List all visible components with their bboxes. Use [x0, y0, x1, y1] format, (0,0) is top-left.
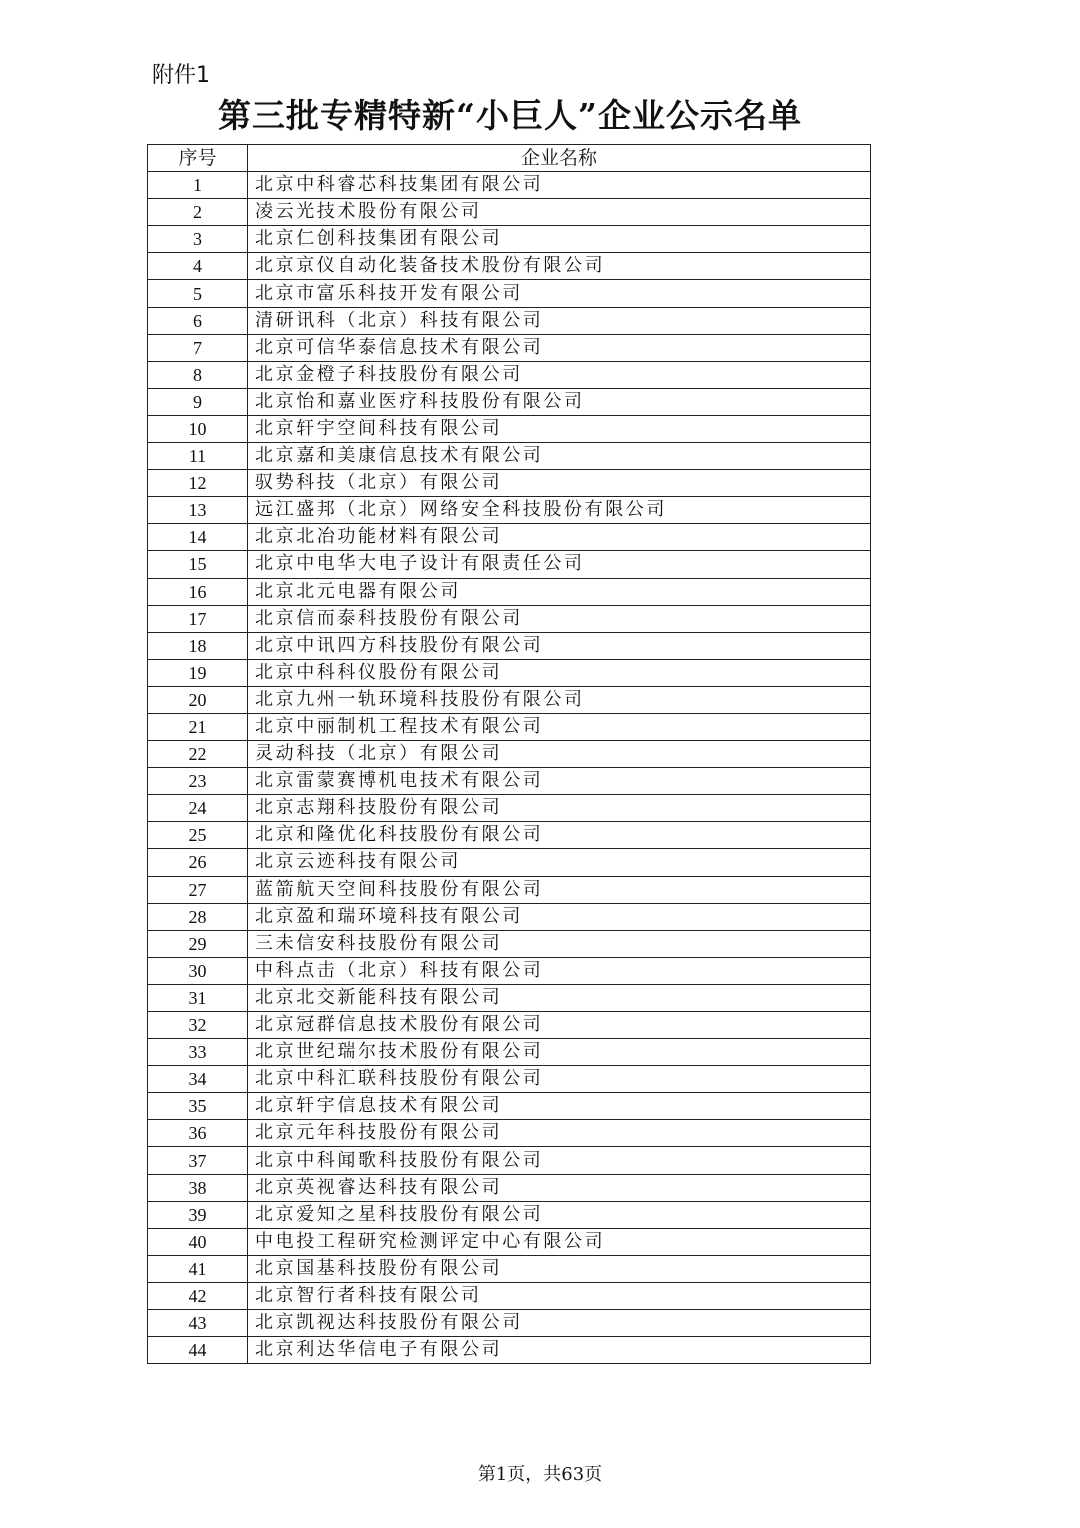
- serial-number-cell: 34: [148, 1066, 248, 1093]
- company-name-cell: 北京仁创科技集团有限公司: [248, 226, 871, 253]
- page-footer: 第1页，共63页: [477, 1464, 603, 1485]
- serial-number-cell: 41: [148, 1255, 248, 1282]
- table-row: [148, 1120, 871, 1147]
- serial-number-cell: 28: [148, 903, 248, 930]
- company-name-cell: 北京中讯四方科技股份有限公司: [248, 632, 871, 659]
- serial-number-cell: 17: [148, 605, 248, 632]
- company-name-cell: 驭势科技（北京）有限公司: [248, 470, 871, 497]
- company-name-cell: 北京冠群信息技术股份有限公司: [248, 1012, 871, 1039]
- serial-number-cell: 7: [148, 334, 248, 361]
- company-name-cell: 北京中丽制机工程技术有限公司: [248, 713, 871, 740]
- company-name-cell: 北京信而泰科技股份有限公司: [248, 605, 871, 632]
- serial-number-cell: 31: [148, 984, 248, 1011]
- company-name-cell: 灵动科技（北京）有限公司: [248, 741, 871, 768]
- serial-number-cell: 25: [148, 822, 248, 849]
- company-name-cell: 北京雷蒙赛博机电技术有限公司: [248, 768, 871, 795]
- serial-number-cell: 13: [148, 497, 248, 524]
- serial-number-cell: 35: [148, 1093, 248, 1120]
- table-row: [148, 795, 871, 822]
- serial-number-cell: 22: [148, 741, 248, 768]
- table-row: [148, 1012, 871, 1039]
- company-name-cell: 北京金橙子科技股份有限公司: [248, 361, 871, 388]
- table-row: [148, 388, 871, 415]
- company-name-cell: 北京轩宇信息技术有限公司: [248, 1093, 871, 1120]
- serial-number-cell: 43: [148, 1310, 248, 1337]
- table-row: [148, 903, 871, 930]
- company-name-cell: 北京云迹科技有限公司: [248, 849, 871, 876]
- serial-number-cell: 33: [148, 1039, 248, 1066]
- company-name-cell: 清研讯科（北京）科技有限公司: [248, 307, 871, 334]
- serial-number-cell: 37: [148, 1147, 248, 1174]
- company-name-cell: 中科点击（北京）科技有限公司: [248, 957, 871, 984]
- table-row: [148, 768, 871, 795]
- company-name-cell: 北京中科闻歌科技股份有限公司: [248, 1147, 871, 1174]
- serial-number-cell: 6: [148, 307, 248, 334]
- company-name-cell: 北京北元电器有限公司: [248, 578, 871, 605]
- company-name-cell: 北京九州一轨环境科技股份有限公司: [248, 686, 871, 713]
- company-name-cell: 北京市富乐科技开发有限公司: [248, 280, 871, 307]
- serial-number-cell: 36: [148, 1120, 248, 1147]
- table-row: [148, 822, 871, 849]
- company-name-cell: 北京中科睿芯科技集团有限公司: [248, 172, 871, 199]
- company-name-cell: 北京凯视达科技股份有限公司: [248, 1310, 871, 1337]
- serial-number-cell: 20: [148, 686, 248, 713]
- company-name-cell: 北京盈和瑞环境科技有限公司: [248, 903, 871, 930]
- table-row: [148, 849, 871, 876]
- table-row: [148, 199, 871, 226]
- serial-number-cell: 10: [148, 415, 248, 442]
- table-row: [148, 930, 871, 957]
- table-row: [148, 361, 871, 388]
- company-name-cell: 北京可信华泰信息技术有限公司: [248, 334, 871, 361]
- document-title: 第三批专精特新“小巨人”企业公示名单: [218, 96, 802, 135]
- table-row: [148, 226, 871, 253]
- table-row: [148, 686, 871, 713]
- company-name-cell: 远江盛邦（北京）网络安全科技股份有限公司: [248, 497, 871, 524]
- table-row: [148, 1201, 871, 1228]
- table-row: [148, 1337, 871, 1364]
- header-company-name: 企业名称: [248, 145, 871, 172]
- table-row: [148, 280, 871, 307]
- serial-number-cell: 23: [148, 768, 248, 795]
- company-name-cell: 中电投工程研究检测评定中心有限公司: [248, 1228, 871, 1255]
- table-row: [148, 415, 871, 442]
- serial-number-cell: 9: [148, 388, 248, 415]
- serial-number-cell: 38: [148, 1174, 248, 1201]
- serial-number-cell: 18: [148, 632, 248, 659]
- table-row: [148, 443, 871, 470]
- table-row: [148, 1228, 871, 1255]
- table-row: [148, 1147, 871, 1174]
- company-name-cell: 北京中科科仪股份有限公司: [248, 659, 871, 686]
- serial-number-cell: 21: [148, 713, 248, 740]
- serial-number-cell: 27: [148, 876, 248, 903]
- table-row: [148, 253, 871, 280]
- table-row: [148, 605, 871, 632]
- table-row: [148, 659, 871, 686]
- serial-number-cell: 8: [148, 361, 248, 388]
- serial-number-cell: 11: [148, 443, 248, 470]
- company-name-cell: 三未信安科技股份有限公司: [248, 930, 871, 957]
- company-name-cell: 凌云光技术股份有限公司: [248, 199, 871, 226]
- table-row: [148, 307, 871, 334]
- serial-number-cell: 19: [148, 659, 248, 686]
- company-name-cell: 北京北冶功能材料有限公司: [248, 524, 871, 551]
- serial-number-cell: 2: [148, 199, 248, 226]
- table-row: [148, 1255, 871, 1282]
- company-name-cell: 蓝箭航天空间科技股份有限公司: [248, 876, 871, 903]
- company-name-cell: 北京志翔科技股份有限公司: [248, 795, 871, 822]
- table-row: [148, 1310, 871, 1337]
- company-name-cell: 北京元年科技股份有限公司: [248, 1120, 871, 1147]
- serial-number-cell: 4: [148, 253, 248, 280]
- table-row: [148, 334, 871, 361]
- serial-number-cell: 3: [148, 226, 248, 253]
- table-row: [148, 470, 871, 497]
- company-name-cell: 北京世纪瑞尔技术股份有限公司: [248, 1039, 871, 1066]
- serial-number-cell: 24: [148, 795, 248, 822]
- table-header-row: [148, 145, 871, 172]
- attachment-label: 附件1: [152, 63, 210, 88]
- table-row: [148, 1039, 871, 1066]
- header-serial-number: 序号: [148, 145, 248, 172]
- table-row: [148, 497, 871, 524]
- table-row: [148, 957, 871, 984]
- company-name-cell: 北京国基科技股份有限公司: [248, 1255, 871, 1282]
- table-row: [148, 551, 871, 578]
- table-row: [148, 632, 871, 659]
- table-row: [148, 1174, 871, 1201]
- serial-number-cell: 5: [148, 280, 248, 307]
- table-row: [148, 578, 871, 605]
- serial-number-cell: 40: [148, 1228, 248, 1255]
- table-row: [148, 524, 871, 551]
- company-name-cell: 北京中电华大电子设计有限责任公司: [248, 551, 871, 578]
- table-body: [148, 172, 871, 1364]
- serial-number-cell: 15: [148, 551, 248, 578]
- company-name-cell: 北京爱知之星科技股份有限公司: [248, 1201, 871, 1228]
- company-name-cell: 北京北交新能科技有限公司: [248, 984, 871, 1011]
- table-row: [148, 984, 871, 1011]
- company-name-cell: 北京京仪自动化装备技术股份有限公司: [248, 253, 871, 280]
- company-name-cell: 北京和隆优化科技股份有限公司: [248, 822, 871, 849]
- serial-number-cell: 42: [148, 1282, 248, 1309]
- company-name-cell: 北京轩宇空间科技有限公司: [248, 415, 871, 442]
- company-list-table: [147, 144, 871, 1364]
- serial-number-cell: 30: [148, 957, 248, 984]
- table-row: [148, 172, 871, 199]
- company-name-cell: 北京利达华信电子有限公司: [248, 1337, 871, 1364]
- serial-number-cell: 16: [148, 578, 248, 605]
- table-row: [148, 741, 871, 768]
- serial-number-cell: 12: [148, 470, 248, 497]
- serial-number-cell: 44: [148, 1337, 248, 1364]
- serial-number-cell: 26: [148, 849, 248, 876]
- company-name-cell: 北京嘉和美康信息技术有限公司: [248, 443, 871, 470]
- serial-number-cell: 14: [148, 524, 248, 551]
- table-row: [148, 1282, 871, 1309]
- table-row: [148, 1066, 871, 1093]
- company-name-cell: 北京英视睿达科技有限公司: [248, 1174, 871, 1201]
- serial-number-cell: 32: [148, 1012, 248, 1039]
- serial-number-cell: 29: [148, 930, 248, 957]
- company-name-cell: 北京中科汇联科技股份有限公司: [248, 1066, 871, 1093]
- serial-number-cell: 1: [148, 172, 248, 199]
- table-row: [148, 876, 871, 903]
- table-row: [148, 1093, 871, 1120]
- company-name-cell: 北京智行者科技有限公司: [248, 1282, 871, 1309]
- serial-number-cell: 39: [148, 1201, 248, 1228]
- table-row: [148, 713, 871, 740]
- company-name-cell: 北京怡和嘉业医疗科技股份有限公司: [248, 388, 871, 415]
